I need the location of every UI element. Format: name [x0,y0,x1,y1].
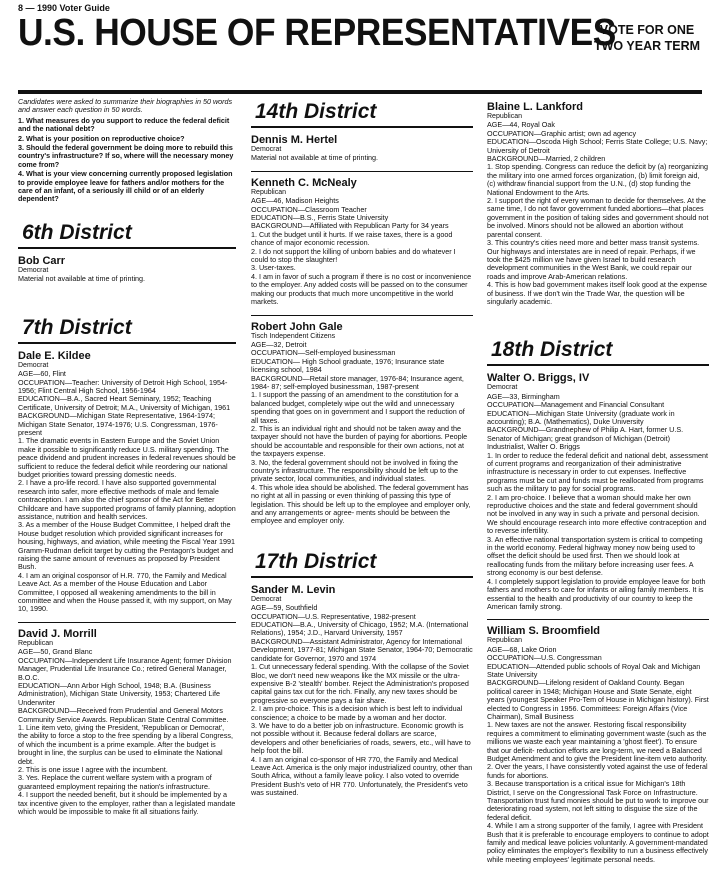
candidate-line: 1. Line item veto, giving the President, 'Republican or Democrat', the ability to force a stop to the free spending by a liberal Congress, of which the incumbent is a prime example. After the budget is brought in line, the surplus can be used to eliminate the National debt. [18,722,233,766]
candidate-line: 3. Because transportation is a critical issue for Michigan's 18th District, I serve on the Congressional Task Force on Infrastructure. Transportation trust fund monies should be put to work to improve our deteriorating road system, not left sitting to disguise the size of the federal deficit. [487,779,709,822]
candidate-line: 3. User-taxes. [251,263,296,273]
candidate-name: Dale E. Kildee [18,349,91,362]
candidate-line: BACKGROUND—Affiliated with Republican Party for 34 years [251,221,449,231]
question-list [18,117,236,204]
candidate-line: 4. I am in favor of such a program if there is no cost or inconvenience to the employer. Any added costs will be passed on to the consumer making our products that much more uncompetitive in the world markets. [251,271,472,307]
candidate-name: Walter O. Briggs, IV [487,372,590,385]
candidate-line: 2. I have a pro-life record. I have also supported governmental research into safer, more effective methods of male and female contraception. I am also the chief sponsor of the Act for Better Childcare and have supported programs of family planning, adoption assistance, nutrition and health services. [18,478,236,521]
question-item: 2. What is your position on reproductive choice? [18,133,185,143]
page-title: U.S. HOUSE OF REPRESENTATIVES [18,12,616,54]
candidate-line: BACKGROUND—Married, 2 children [487,154,606,164]
separator [251,315,473,316]
candidate-dale-kildee [18,350,236,614]
candidate-line: AGE—46, Madison Heights [251,196,339,206]
district-17-heading: 17th District [251,548,473,578]
question-item: 1. What measures do you support to reduce the federal deficit and the national debt? [18,115,230,134]
candidate-line: AGE—60, Flint [18,369,66,379]
candidate-walter-briggs [487,372,709,611]
candidate-line: Material not available at time of printing. [251,153,379,163]
candidate-line: 1. Cut the budget until it hurts. If we raise taxes, there is a good chance of major economic recession. [251,229,453,248]
candidate-line: 2. I am pro-choice. I believe that a woman should make her own reproductive choices and the state and federal government should not be involved in any way in such a private and personal decision. We should encourage research into more effective contraception and to reverse infertility. [487,492,707,536]
candidate-line: EDUCATION—B.A., University of Chicago, 1952; M.A. (International Relations), 1954; J.D., Harvard University, 1957 [251,620,469,638]
candidate-line: AGE—32, Detroit [251,339,307,349]
candidate-party: Democrat [18,266,49,274]
candidate-kenneth-mcnealy [251,177,473,307]
candidate-line: 3. We have to do a better job on infrastructure. Economic growth is not possible without it. Because federal dollars are scarce, developers and other beneficiaries of roads, sewers, etc., will have to help foot the bill. [251,720,471,756]
candidate-line: EDUCATION—B.A., Sacred Heart Seminary, 1952; Teaching Certificate, University of Detroit; M.A., University of Michigan, 1961 [18,394,231,412]
candidate-party: Democrat [251,146,282,153]
candidate-line: EDUCATION—Attended public schools of Royal Oak and Michigan State University [487,661,701,679]
candidate-name: Bob Carr [18,254,66,267]
candidate-name: Dennis M. Hertel [251,134,338,146]
candidate-robert-gale [251,321,473,526]
candidate-line: BACKGROUND—Michigan State Representative, 1964-1974; Michigan State Senator, 1974-1976; U.S. Congressman, 1976-present [18,411,218,437]
candidate-line: BACKGROUND—Grandnephew of Philip A. Hart, former U.S. Senator of Michigan; great grandson of Michigan (Detroit) Industrialist, Walter O. Briggs [487,425,684,452]
candidate-line: 1. I support the passing of an amendment to the constitution for a balanced budget, completely wipe out the wild and unnecessary spending that goes on in government and I support the reduction of all taxes. [251,390,465,425]
candidate-line: AGE—33, Birmingham [487,391,560,401]
candidate-name: David J. Morrill [18,627,97,640]
candidate-line: 3. As a member of the House Budget Committee, I helped draft the House budget resolution which provided significant increases for housing, highways, and aviation, while meeting the Fiscal Year 1991 Gramm-Rudman deficit target by cutting the Pentagon's budget and raising the same amount of revenues as proposed by President Bush. [18,520,235,572]
separator [251,171,473,172]
candidate-david-morrill [18,628,236,817]
candidate-party: Republican [251,188,287,196]
candidate-line: OCCUPATION—Teacher: University of Detroit High School, 1954- 1956; Flint Central High School, 1956-1964 [18,377,228,395]
header-rule [18,90,702,94]
candidate-line: AGE—68, Lake Orion [487,644,557,654]
candidate-line: AGE—59, Southfield [251,603,318,613]
candidate-line: OCCUPATION—Classroom Teacher [251,204,367,214]
candidate-line: 2. Over the years, I have consistently voted against the use of federal funds for abortions. [487,762,708,780]
column-2 [251,98,473,806]
candidate-line: 1. Cut unnecessary federal spending. With the collapse of the Soviet Bloc, we don't need new weapons like the MX missile or the ultra-expensive B-2 'stealth' bomber. Reject the Administration's proposed capital gains tax cut for the rich. Finally, any new taxes should be progressive so everyone pays a fair share. [251,662,469,705]
candidate-line: OCCUPATION—Graphic artist; own ad agency [487,128,637,138]
candidate-party: Republican [18,639,54,647]
candidate-william-broomfield [487,625,709,864]
candidate-line: EDUCATION—Ann Arbor High School, 1948; B.A. (Business Administration), Michigan State University, 1953; Chartered Life Underwriter [18,680,221,707]
candidate-line: 2. This is an individual right and should not be taken away and the taxpayer should not have the burden of paying for abortions. People should be accountable and responsible for their own actions, not at the taxpayers expense. [251,423,468,459]
candidate-line: EDUCATION—Oscoda High School; Ferris State College; U.S. Navy; University of Detroit [487,137,708,155]
candidate-line: OCCUPATION—Management and Financial Consultant [487,400,665,410]
candidate-line: AGE—50, Grand Blanc [18,647,93,657]
district-7-heading: 7th District [18,314,236,344]
candidate-line: EDUCATION—Michigan State University (graduate work in accounting); B.A. (Mathematics), Duke University [487,408,675,426]
candidate-line: 2. I am pro-choice. This is a decision which is best left to individual conscience; a choice to be made by a woman and her doctor. [251,704,463,722]
candidate-line: BACKGROUND—Lifelong resident of Oakland County. Began political career in 1948; Michigan House and State Senate, eight years (youngest Speaker Pro-Tem of House in Michigan history). First elected to Congress in 1956. Committees: Foreign Affairs (Vice Chairman), Small Business [487,678,709,721]
column-1 [18,98,236,824]
candidate-line: 4. I completely support legislation to provide employee leave for both fathers and mothers to care for infants or ailing family members. It is essential to the health and productivity of our country to keep the American family strong. [487,576,706,611]
candidate-line: BACKGROUND—Assistant Administrator, Agency for International Development, 1977-81; Michigan State Senator, 1964-70; Democratic candidate for Governor, 1970 and 1974 [251,636,473,663]
candidate-blaine-lankford [487,101,709,306]
candidate-name: Blaine L. Lankford [487,101,583,113]
candidate-line: 2. I do not support the killing of unborn babies and do whatever I could to stop the slaughter! [251,246,456,265]
candidate-line: 4. I support the needed benefit, but it should be implemented by a tax incentive given to the employer, rather than a legislated mandate which would be impossible to make fit all situations fairly. [18,790,236,816]
candidate-line: OCCUPATION—Self-employed businessman [251,348,396,358]
candidate-line: 1. Stop spending. Congress can reduce the deficit by (a) reorganizing the military into one armed forces organization, (b) limit foreign aid, (c) withdraw financial support from the U.N., (d) stop funding the National Endowment to the Arts. [487,162,708,197]
column-3 [487,98,709,872]
candidate-party: Democrat [487,384,518,392]
question-item: 4. What is your view concerning currently proposed legislation to provide employee leave for fathers and/or mothers for the care of an infant, of a seriously ill child or of an elderly dependent? [18,169,233,204]
candidate-line: 2. This is one issue I agree with the incumbent. [18,764,168,774]
candidate-line: EDUCATION—B.S., Ferris State University [251,213,389,223]
candidate-name: Sander M. Levin [251,583,336,596]
page-label: 8 — 1990 Voter Guide [18,3,110,13]
candidate-line: 3. An effective national transportation system is critical to competing in the world economy. Federal highway money now being used to offset the deficit should be used first. Then we should look at reallocating funds from the military before increasing user fees. A strong economy is our best defense. [487,534,703,578]
candidate-line: 3. No, the federal government should not be involved in fixing the country's infrastructure. The responsibility should be left up to the private sector, local communities, and individual states. [251,457,458,484]
candidate-line: 1. In order to reduce the federal deficit and national debt, assessment of current programs and reorganization of their administrative infrastructure is necessary in order to cut expenses. Ineffective programs must be cut and funds must be reallocated from programs such as the military to pay for social programs. [487,450,708,494]
candidate-line: 2. I support the right of every woman to decide for themselves. At the same time, I do not favor government funded abortions—that places government in the position of taking sides and government should not be involved. Minors should not be allowed an abortion without parental consent. [487,196,709,239]
district-6-heading: 6th District [18,219,236,249]
candidate-line: 4. I am an original co-sponsor of HR 770, the Family and Medical Leave Act. America is the only major industrialized country, other than South Africa, without a family leave policy. I also voted to override President Bush's veto of HR 770. Unfortunately, the President's veto was sustained. [251,754,473,798]
candidate-line: BACKGROUND—Retail store manager, 1976-84; Insurance agent, 1984- 87; self-employed businessman, 1987-present [251,373,464,391]
candidate-sander-levin [251,584,473,798]
district-18-heading: 18th District [487,336,709,366]
candidate-party: Republican [487,637,523,645]
candidate-line: 3. This country's cities need more and better mass transit systems. Our highways and interstates are in need of repair. Perhaps, if we took the $425 million we have given Israel to build research development communities in the West Bank, we could repair our roads and improve Arab-American relations. [487,238,700,281]
candidate-name: Robert John Gale [251,320,343,333]
candidate-name: William S. Broomfield [487,625,600,638]
candidate-line: 4. While I am a strong supporter of the family, I agree with President Bush that it is preferable to encourage employers to continue to adopt family and medical leave policies voluntarily. A government-mandated policy eliminates the employer's flexibility to run a business effectively while meeting employees' legitimate personal needs. [487,821,709,864]
candidate-line: OCCUPATION—U.S. Representative, 1982-present [251,611,416,621]
candidate-line: 1. New taxes are not the answer. Restoring fiscal responsibility requires a commitment to eliminating government waste (such as the millions we waste each year maintaining a 'ghost fleet'). To ensure that our deficit- reduction efforts are long-term, we need a Balanced Budget Amendment and to give the President line-item veto authority. [487,720,708,763]
candidate-party: Democrat [18,361,49,369]
candidate-bob-carr [18,255,236,284]
candidate-dennis-hertel [251,134,473,163]
candidate-line: BACKGROUND—Received from Prudential and General Motors Community Service Awards. Republican State Central Committee. [18,706,229,724]
candidate-party: Tisch Independent Citizens [251,332,336,340]
candidate-party: Republican [487,113,523,120]
district-14-heading: 14th District [251,98,473,128]
vote-line-1: VOTE FOR ONE [599,23,695,37]
candidate-line: EDUCATION— High School graduate, 1976; Insurance state licensing school, 1984 [251,356,445,375]
candidate-line: 4. This whole idea should be abolished. The federal government has no right at all in passing or even thinking of passing this type of legislation. This should be left up to the employee and employer only, and any arrangements or agree- ments should be between the employee and employer only. [251,482,471,526]
separator [487,619,709,620]
candidate-line: Material not available at time of printing. [18,274,146,284]
candidate-line: 4. This is how bad government makes itself look good at the expense of business. If we don't win the Trade War, the question will be singularly academic. [487,280,708,306]
separator [18,622,236,623]
candidate-party: Democrat [251,595,282,603]
vote-instructions [592,22,702,54]
candidate-line: 3. Yes. Replace the current welfare system with a program of guaranteed employment repairing the nation's infrastructure. [18,773,212,791]
candidate-line: OCCUPATION—U.S. Congressman [487,653,602,663]
candidate-line: 4. I am an original cosponsor of H.R. 770, the Family and Medical Leave Act. As a member of the House Education and Labor Committee, I opposed all weakening amendments to the bill in committee and when the House passed it, with my support, on May 10, 1990. [18,570,232,614]
intro-text: Candidates were asked to summarize their biographies in 50 words and answer each question in 50 words. [18,97,233,115]
candidate-line: 1. The dramatic events in Eastern Europe and the Soviet Union make it possible to significantly reduce U.S. military spending. The peace dividend and prudent increases in federal revenues should be sufficient to reduce the federal deficit while reordering our national budget priorities toward pressing domestic needs. [18,436,236,479]
question-item: 3. Should the federal government be doing more to rebuild this country's infrastructure? If so, where will the necessary money come from? [18,143,234,169]
vote-line-2: TWO YEAR TERM [593,39,701,53]
candidate-line: OCCUPATION—Independent Life Insurance Agent; former Division Manager, Prudential Life Insurance Co.; retired General Manager, B.O.C. [18,655,232,682]
candidate-name: Kenneth C. McNealy [251,176,357,189]
candidate-line: AGE—44, Royal Oak [487,120,555,130]
